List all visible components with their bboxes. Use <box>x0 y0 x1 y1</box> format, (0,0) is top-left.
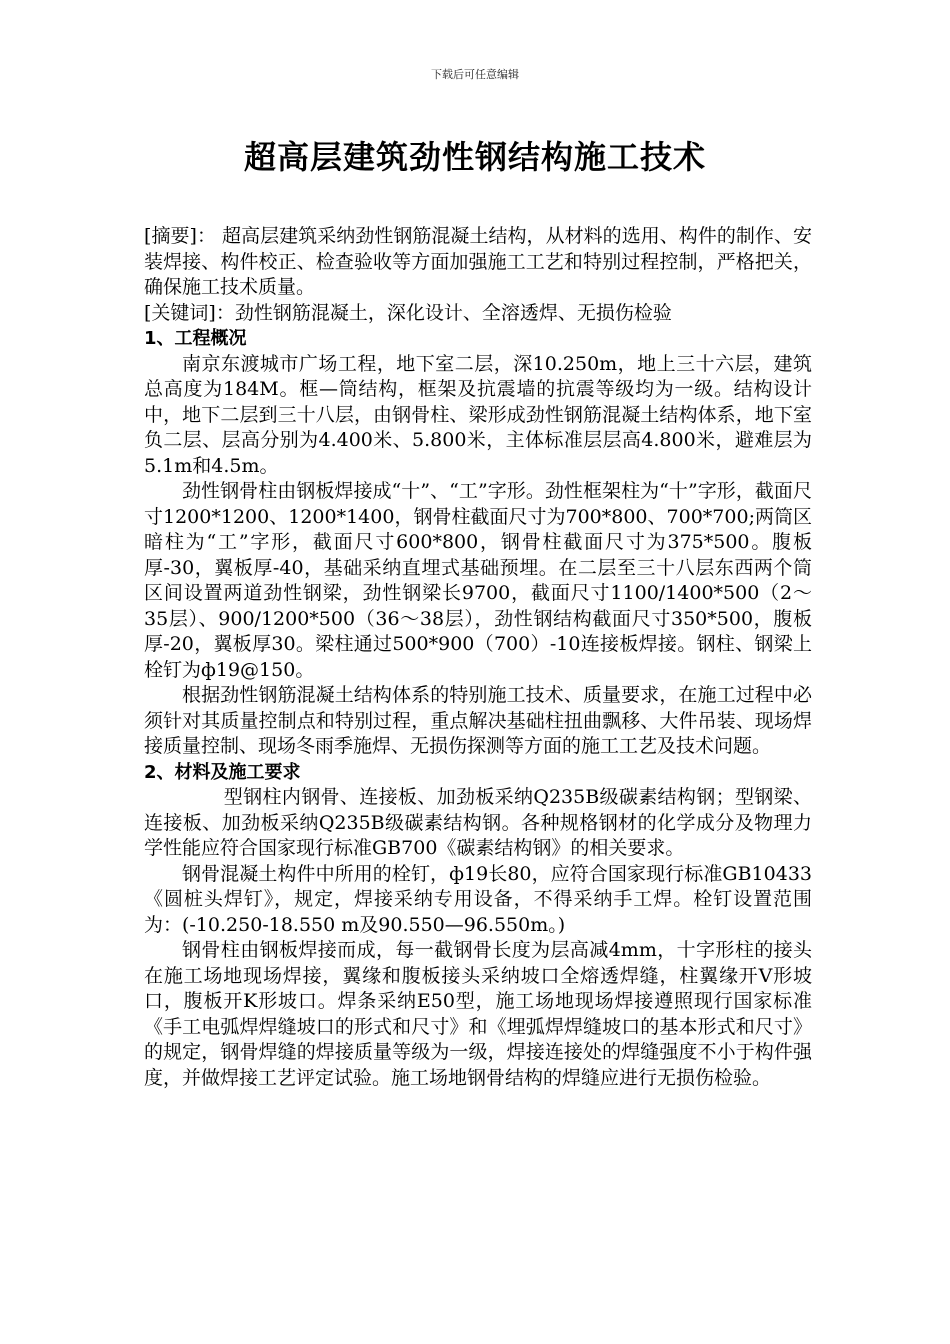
section-2-paragraph-1: 型钢柱内钢骨、连接板、加劲板采纳Q235B级碳素结构钢；型钢梁、连接板、加劲板采纳Q235B级碳素结构钢。各种规格钢材的化学成分及物理力学性能应符合国家现行标准GB700《碳素结构钢》的相关要求。 <box>144 786 812 859</box>
header-note: 下载后可任意编辑 <box>431 68 519 81</box>
keywords-paragraph: [关键词]：劲性钢筋混凝土，深化设计、全溶透焊、无损伤检验 <box>144 301 672 324</box>
section-1-paragraph-1: 南京东渡城市广场工程，地下室二层，深10.250m，地上三十六层，建筑总高度为184M。框—筒结构，框架及抗震墙的抗震等级均为一级。结构设计中，地下二层到三十八层，由钢骨柱、梁形成劲性钢筋混凝土结构体系，地下室负二层、层高分别为4.400米、5.800米，主体标准层层高4.800米，避难层为5.1m和4.5m。 <box>144 352 812 477</box>
section-1-heading: 1、工程概况 <box>144 328 247 349</box>
section-2-paragraph-2: 钢骨混凝土构件中所用的栓钉，ф19长80，应符合国家现行标准GB10433《圆桩头焊钉》，规定，焊接采纳专用设备，不得采纳手工焊。栓钉设置范围为：(-10.250-18.550 m及90.550—96.550m。) <box>144 862 812 936</box>
section-2-paragraph-3: 钢骨柱由钢板焊接而成，每一截钢骨长度为层高减4mm，十字形柱的接头在施工场地现场焊接，翼缘和腹板接头采纳坡口全熔透焊缝，柱翼缘开V形坡口，腹板开K形坡口。焊条采纳E50型，施工场地现场焊接遵照现行国家标准《手工电弧焊焊缝坡口的形式和尺寸》和《埋弧焊焊缝坡口的基本形式和尺寸》的规定，钢骨焊缝的焊接质量等级为一级，焊接连接处的焊缝强度不小于构件强度，并做焊接工艺评定试验。施工场地钢骨结构的焊缝应进行无损伤检验。 <box>144 939 812 1089</box>
document-body <box>144 224 812 1091</box>
section-1-paragraph-3: 根据劲性钢筋混凝土结构体系的特别施工技术、质量要求，在施工过程中必须针对其质量控制点和特别过程，重点解决基础柱扭曲飘移、大件吊装、现场焊接质量控制、现场冬雨季施焊、无损伤探测等方面的施工工艺及技术问题。 <box>144 684 812 757</box>
abstract-paragraph: [摘要]： 超高层建筑采纳劲性钢筋混凝土结构，从材料的选用、构件的制作、安装焊接、构件校正、检查验收等方面加强施工工艺和特别过程控制，严格把关，确保施工技术质量。 <box>144 225 812 298</box>
section-2-heading: 2、材料及施工要求 <box>144 761 301 783</box>
section-1-paragraph-2: 劲性钢骨柱由钢板焊接成“十”、“工”字形。劲性框架柱为“十”字形，截面尺寸1200*1200、1200*1400，钢骨柱截面尺寸为700*800、700*700;两筒区暗柱为“工”字形，截面尺寸600*800，钢骨柱截面尺寸为375*500。腹板厚-30，翼板厚-40，基础采纳直埋式基础预埋。在二层至三十八层东西两个筒区间设置两道劲性钢梁，劲性钢梁长9700，截面尺寸1100/1400*500（2～35层）、900/1200*500（36～38层），劲性钢结构截面尺寸350*500，腹板厚-20，翼板厚30。梁柱通过500*900（700）-10连接板焊接。钢柱、钢梁上栓钉为ф19@150。 <box>144 480 812 681</box>
document-title: 超高层建筑劲性钢结构施工技术 <box>243 138 706 176</box>
